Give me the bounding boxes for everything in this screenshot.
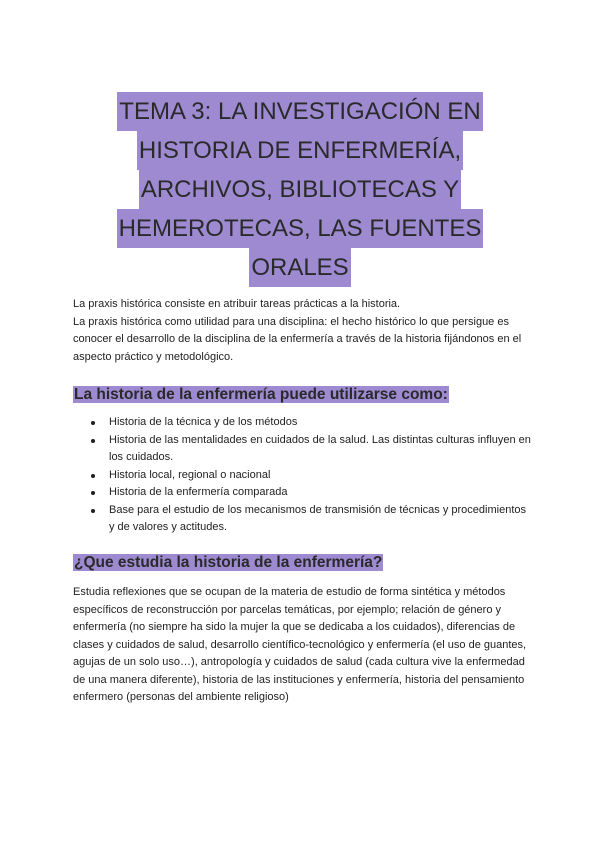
document-title xyxy=(60,92,540,287)
title-line: HISTORIA DE ENFERMERÍA, xyxy=(137,131,463,170)
section-heading-uses xyxy=(73,385,449,405)
section-heading-study xyxy=(73,553,383,573)
intro-line-2: La praxis histórica como utilidad para una disciplina: el hecho histórico lo que persigue es conocer el desarrollo de la disciplina de la enfermería a través de la historia fijándonos en el aspecto práctico y metodológico. xyxy=(73,315,522,363)
list-item: Historia de la enfermería comparada xyxy=(73,484,533,502)
section-heading-text: ¿Que estudia la historia de la enfermería? xyxy=(74,554,383,571)
list-item: Base para el estudio de los mecanismos de transmisión de técnicas y procedimientos y de valores y actitudes. xyxy=(73,502,533,537)
intro-paragraph xyxy=(73,296,533,366)
section-heading-text: La historia de la enfermería puede utilizarse como: xyxy=(74,386,448,403)
title-line: ORALES xyxy=(249,248,350,287)
uses-bullet-list xyxy=(73,414,533,537)
intro-line-1: La praxis histórica consiste en atribuir tareas prácticas a la historia. xyxy=(73,298,401,310)
list-item: Historia local, regional o nacional xyxy=(73,467,533,485)
title-line: TEMA 3: LA INVESTIGACIÓN EN xyxy=(117,92,482,131)
title-line: HEMEROTECAS, LAS FUENTES xyxy=(117,209,484,248)
list-item: Historia de la técnica y de los métodos xyxy=(73,414,533,432)
list-item: Historia de las mentalidades en cuidados de la salud. Las distintas culturas influyen en los cuidados. xyxy=(73,432,533,467)
title-line: ARCHIVOS, BIBLIOTECAS Y xyxy=(139,170,461,209)
study-paragraph: Estudia reflexiones que se ocupan de la materia de estudio de forma sintética y métodos específicos de reconstrucción por parcelas temáticas, por ejemplo; relación de género y enfermería (no siempre ha sido la mujer la que se dedicaba a los cuidados), diferencias de clases y cuidados de salud, desarrollo científico-tecnológico y enfermería (el uso de guantes, agujas de un solo uso…), antropología y cuidados de salud (cada cultura vive la enfermedad de una manera diferente), historia de las instituciones y enfermería, historia del pensamiento enfermero (personas del ambiente religioso) xyxy=(73,586,527,703)
